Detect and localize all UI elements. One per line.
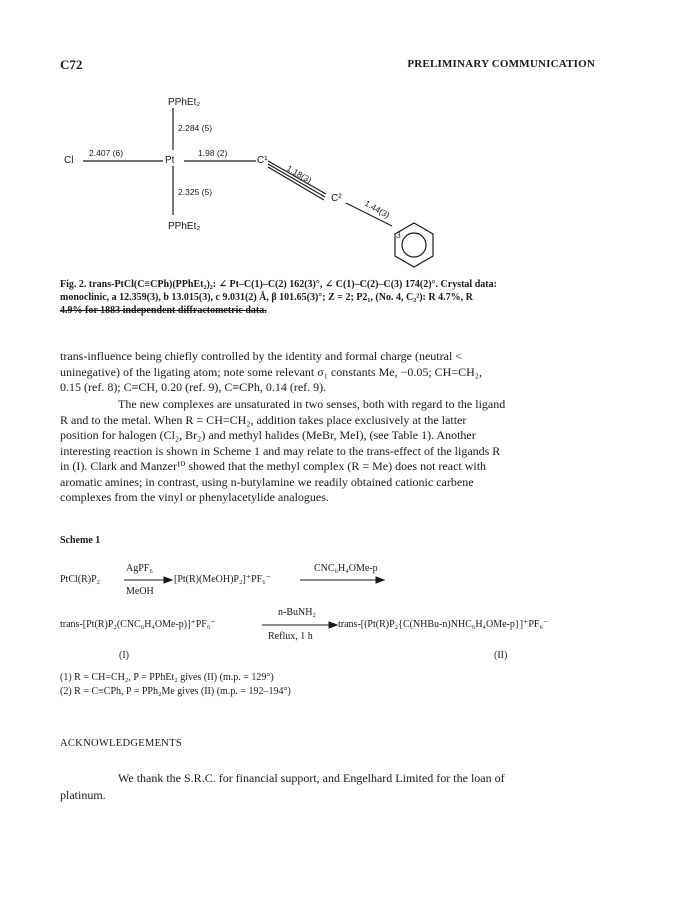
scheme-reagent-1-below: MeOH [126,586,154,597]
text-line: aromatic amines; in contrast, using n-butylamine we readily obtained cationic carbene [60,474,474,489]
acknowledgements-line: We thank the S.R.C. for financial support, and Engelhard Limited for the loan of [118,771,505,785]
dist-pt-p-top: 2.284 (5) [178,123,213,133]
text-line: trans-influence being chiefly controlled by the identity and formal charge (neutral < [60,349,463,363]
scheme-reactant: PtCl(R)P₂ [60,574,101,585]
atom-c3: 3 [396,230,401,240]
scheme-reagent-3-below: Reflux, 1 h [268,631,313,642]
text-line: R and to the metal. When R = CH=CH₂, addition takes place exclusively at the latter [60,412,467,427]
page-number: C72 [60,57,83,72]
acknowledgements-line: platinum. [60,788,106,802]
caption-line: Fig. 2. trans-PtCl(C≡CPh)(PPhEt₂)₂: ∠ Pt–C(1)–C(2) 162(3)°, ∠ C(1)–C(2)–C(3) 174(2)°. Crystal data: [60,279,497,290]
text-line: uninegative) of the ligating atom; note some relevant σ₁ constants Me, −0.05; CH=CH₂, [60,364,482,379]
scheme-reagent-3-above: n-BuNH₂ [278,607,316,618]
dist-pt-c1: 1.98 (2) [198,148,228,158]
caption-line: monoclinic, a 12.359(3), b 13.015(3), c 9.031(2) Å, β 101.65(3)°; Z = 2; P2₁, (No. 4, C₂²): R 4.7%, R [60,292,473,303]
atom-cl: Cl [64,155,74,166]
dist-cl-pt: 2.407 (6) [89,148,124,158]
scheme-reagent-2-above: CNC₆H₄OMe-p [314,563,378,574]
bottom-ligand: PPhEt₂ [168,221,201,232]
scheme-note-2: (2) R = C≡CPh, P = PPh₂Me gives (II) (m.p. = 192–194°) [60,686,291,697]
top-ligand: PPhEt₂ [168,97,201,108]
scheme-compound-ii: trans-[(Pt(R)P₂{C(NHBu-n)NHC₆H₄OMe-p}]⁺PF₆⁻ [338,619,549,630]
atom-c2: C² [331,193,342,204]
scheme-note-1: (1) R = CH=CH₂, P = PPhEt₂ gives (II) (m.p. = 129°) [60,672,274,683]
dist-pt-p-bottom: 2.325 (5) [178,187,213,197]
text-line: in (I). Clark and Manzer¹⁰ showed that the methyl complex (R = Me) does not react with [60,459,487,473]
text-line: position for halogen (Cl₂, Br₂) and methyl halides (MeBr, MeI), (see Table 1). Another [60,428,476,442]
atom-pt: Pt [165,155,175,166]
atom-c1: C¹ [257,155,268,166]
caption-line: 4.9% for 1883 independent diffractometric data. [60,305,267,316]
scheme-label-ii: (II) [494,650,508,661]
scheme-label: Scheme 1 [60,535,101,546]
scheme-label-i: (I) [119,650,129,661]
running-head: PRELIMINARY COMMUNICATION [407,58,595,70]
text-line: interesting reaction is shown in Scheme 1 and may relate to the trans-effect of the ligands R [60,443,501,458]
text-line: 0.15 (ref. 8); C≡CH, 0.20 (ref. 9), C≡CPh, 0.14 (ref. 9). [60,380,327,394]
scheme-reagent-1-above: AgPF₆ [126,563,153,574]
scheme-intermediate: [Pt(R)(MeOH)P₂]⁺PF₆⁻ [174,574,271,585]
text-line: complexes from the vinyl or phenylacetylide analogues. [60,490,329,504]
dist-c1-c2: 1.18(3) [285,163,314,186]
scheme-compound-i: trans-[Pt(R)P₂(CNC₆H₄OMe-p)]⁺PF₆⁻ [60,619,216,630]
dist-c2-c3: 1.44(3) [363,198,392,221]
acknowledgements-heading: ACKNOWLEDGEMENTS [60,738,183,749]
text-line: The new complexes are unsaturated in two senses, both with regard to the ligand [118,397,506,411]
